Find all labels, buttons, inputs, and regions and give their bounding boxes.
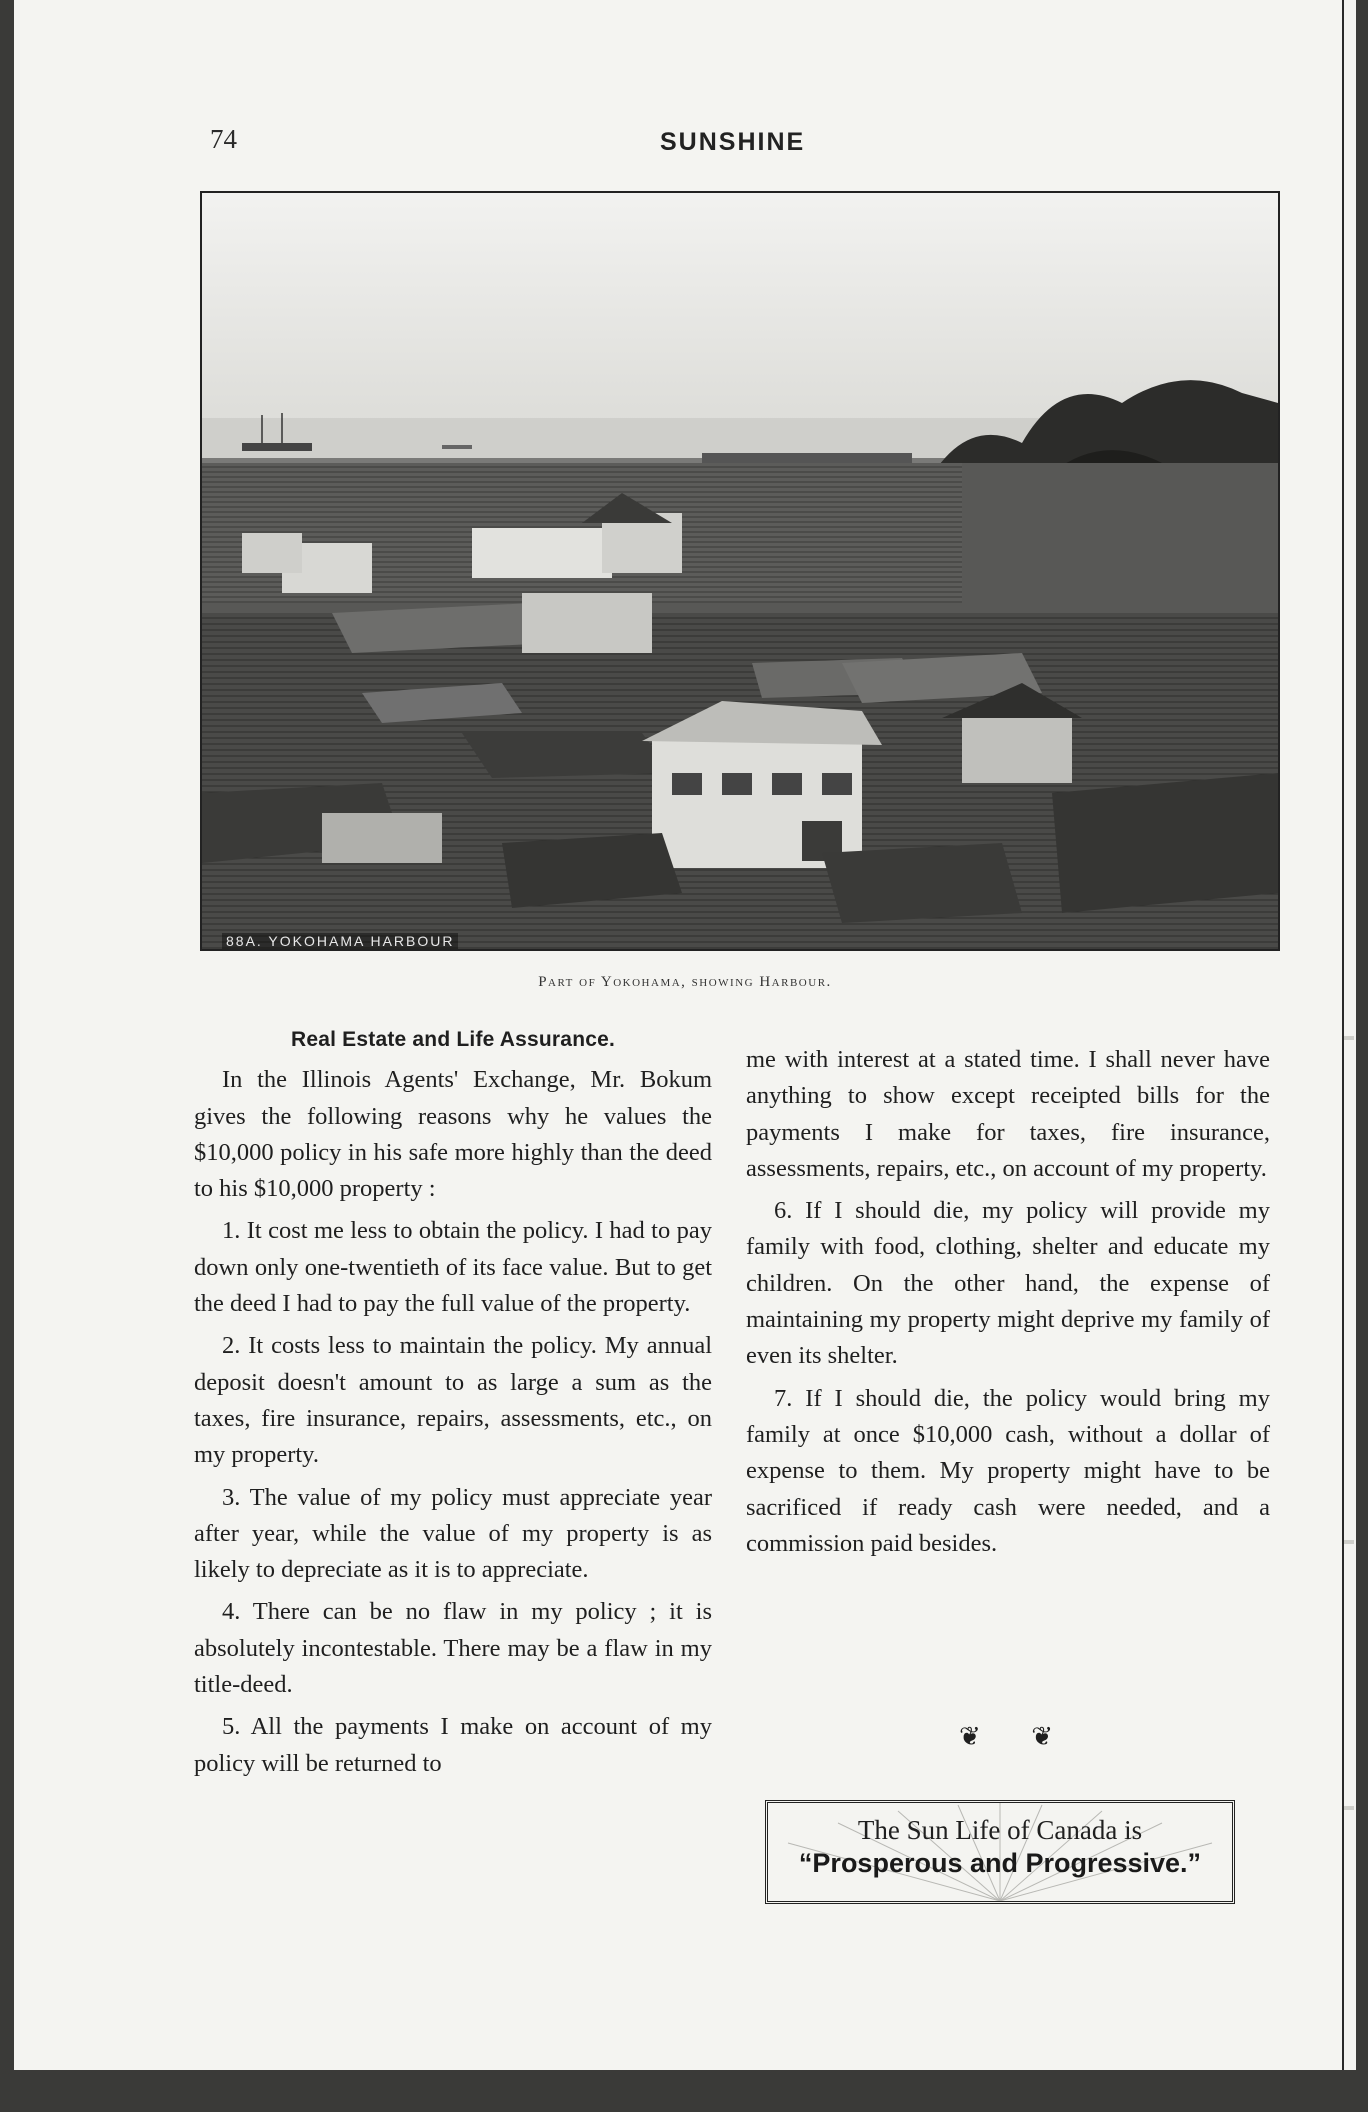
- photo-illustration: [202, 193, 1278, 949]
- article-heading: Real Estate and Life Assurance.: [290, 1028, 616, 1051]
- paragraph: me with interest at a stated time. I shall never have anything to show except receipted bills for the payments I make for taxes, fire insurance, assessments, repairs, etc., on account of my property.: [746, 1046, 1270, 1182]
- advert-slogan: “Prosperous and Progressive.”: [798, 1848, 1202, 1878]
- page-blemish: [1344, 1540, 1354, 1544]
- paragraph: 1. It cost me less to obtain the policy. I had to pay down only one-twentieth of its face value. But to get the deed I had to pay the full value of the property.: [194, 1217, 712, 1318]
- paragraph: 7. If I should die, the policy would bring my family at once $10,000 cash, without a dollar of expense to them. My property might have to be sacrificed if ready cash were needed, and a commission paid besides.: [746, 1384, 1270, 1557]
- paragraph: 4. There can be no flaw in my policy ; it is absolutely incontestable. There may be a flaw in my title-deed.: [194, 1598, 712, 1699]
- paragraph: 2. It costs less to maintain the policy. My annual deposit doesn't amount to as large a sum as the taxes, fire insurance, repairs, assessments, etc., on my property.: [194, 1332, 712, 1469]
- left-column: [194, 1022, 712, 1788]
- running-title: SUNSHINE: [660, 128, 806, 156]
- yokohama-photograph: [200, 191, 1280, 951]
- paragraph: 3. The value of my policy must appreciate year after year, while the value of my property is as likely to depreciate as it is to appreciate.: [194, 1483, 712, 1584]
- paragraph: 5. All the payments I make on account of my policy will be returned to: [194, 1713, 712, 1777]
- paragraph: 6. If I should die, my policy will provide my family with food, clothing, shelter and educate my children. On the other hand, the expense of maintaining my property might deprive my family of even its shelter.: [746, 1197, 1270, 1370]
- photo-plate-label: 88A. YOKOHAMA HARBOUR: [222, 933, 458, 949]
- page-blemish: [1344, 1036, 1354, 1040]
- sun-life-advert: [765, 1800, 1235, 1904]
- page-number: 74: [210, 124, 237, 154]
- page-blemish: [1344, 1806, 1354, 1810]
- scan-border: [0, 2070, 1368, 2112]
- photo-caption: Part of Yokohama, showing Harbour.: [538, 974, 832, 990]
- paragraph: In the Illinois Agents' Exchange, Mr. Bokum gives the following reasons why he values the $10,000 policy in his safe more highly than the deed to his $10,000 property :: [194, 1066, 712, 1203]
- ornament-fleurons: ❦ ❦: [959, 1722, 1076, 1751]
- page-edge: [1342, 0, 1344, 2112]
- book-page: [14, 0, 1356, 2112]
- right-column: [746, 1042, 1270, 1568]
- advert-line-1: The Sun Life of Canada is: [857, 1815, 1143, 1845]
